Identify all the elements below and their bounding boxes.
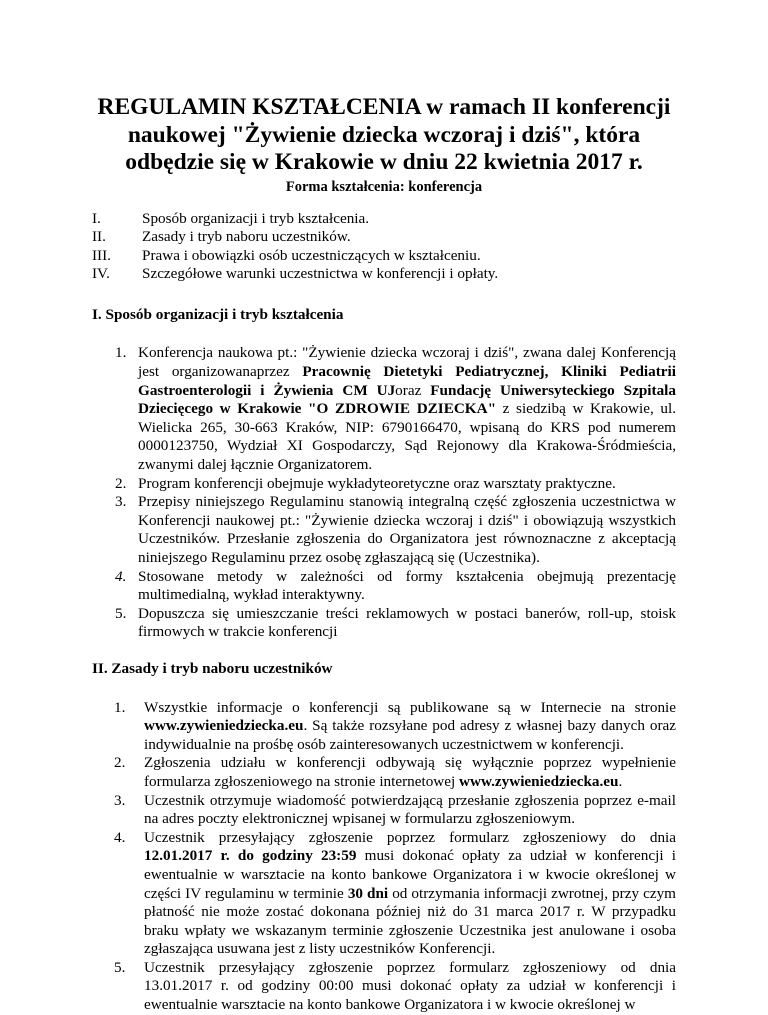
list-item: 3. Uczestnik otrzymuje wiadomość potwierdzającą przesłanie zgłoszenia poprzez e-mail na adres poczty elektronicznej wpisanej w formularzu zgłoszeniowym. (114, 791, 676, 828)
list-item: 2. Zgłoszenia udziału w konferencji odbywają się wyłącznie poprzez wypełnienie formularza zgłoszeniowego na stronie internetowej www.zywieniedziecka.eu. (114, 754, 676, 790)
list-item: 1. Konferencja naukowa pt.: "Żywienie dziecka wczoraj i dziś", zwana dalej Konferencją jest organizowanaprzez Pracownię Dietetyki Pediatrycznej, Kliniki Pediatrii Gastroenterologii i Żywienia CM UJoraz Fundację Uniwersyteckiego Szpitala Dziecięcego w Krakowie "O ZDROWIE DZIECKA" z siedzibą w Krakowie, ul. Wielicka 265, 30-663 Kraków, NIP: 6790166470, wpisaną do KRS pod numerem 0000123750, Wydział XI Gospodarczy, Sąd Rejonowy dla Krakowa-Śródmieścia, zwanymi dalej łącznie Organizatorem. (115, 344, 676, 474)
document-subtitle: Forma kształcenia: konferencja (285, 178, 483, 195)
document-title: REGULAMIN KSZTAŁCENIA w ramach II konferencji naukowej "Żywienie dziecka wczoraj i dziś", która odbędzie się w Krakowie w dniu 22 kwietnia 2017 r. (97, 94, 671, 175)
website-link: www.zywieniedziecka.eu (144, 717, 304, 735)
website-link: www.zywieniedziecka.eu (459, 772, 619, 790)
section-2-heading: II. Zasady i tryb naboru uczestników (92, 659, 333, 677)
toc-item: II. Zasady i tryb naboru uczestników. (92, 228, 351, 246)
toc-item: I. Sposób organizacji i tryb kształcenia. (92, 209, 370, 227)
table-of-contents (92, 210, 676, 284)
section-1-heading: I. Sposób organizacji i tryb kształcenia (92, 305, 344, 323)
list-item: 4. Uczestnik przesyłający zgłoszenie poprzez formularz zgłoszeniowy do dnia 12.01.2017 r. do godziny 23:59 musi dokonać opłaty za udział w konferencji i ewentualnie w warsztacie na konto bankowe Organizatora i w kwocie określonej w części IV regulaminu w terminie 30 dni od otrzymania informacji zwrotnej, przy czym płatność nie może zostać dokonana później niż do 31 marca 2017 r. W przypadku braku wpłaty we wskazanym terminie zgłoszenie Uczestnika jest anulowane i osoba zgłaszająca usuwana jest z listy uczestników Konferencji. (114, 828, 676, 958)
list-item: 3. Przepisy niniejszego Regulaminu stanowią integralną część zgłoszenia uczestnictwa w Konferencji naukowej pt.: "Żywienie dziecka wczoraj i dziś" i obowiązują wszystkich Uczestników. Przesłanie zgłoszenia do Organizatora jest równoznaczne z akceptacją niniejszego Regulaminu przez osobę zgłaszającą się (Uczestnika). (115, 493, 676, 566)
list-item: 1. Wszystkie informacje o konferencji są publikowane są w Internecie na stronie www.zywieniedziecka.eu. Są także rozsyłane pod adresy z własnej bazy danych oraz indywidualnie na prośbę osób zainteresowanych uczestnictwem w konferencji. (114, 698, 676, 753)
list-item: 5. Uczestnik przesyłający zgłoszenie poprzez formularz zgłoszeniowy od dnia 13.01.2017 r. od godziny 00:00 musi dokonać opłaty za udział w konferencji i ewentualnie warsztacie na konto bankowe Organizatora i w kwocie określonej w (114, 958, 676, 1014)
list-item: 2. Program konferencji obejmuje wykładyteoretyczne oraz warsztaty praktyczne. (115, 474, 616, 492)
toc-item: III. Prawa i obowiązki osób uczestniczących w kształceniu. (92, 246, 481, 264)
toc-item: IV. Szczegółowe warunki uczestnictwa w konferencji i opłaty. (92, 265, 499, 283)
list-item: 4. Stosowane metody w zależności od formy kształcenia obejmują prezentację multimedialną, wykład interaktywny. (115, 567, 676, 604)
section-1-list (92, 344, 676, 642)
list-item: 5. Dopuszcza się umieszczanie treści reklamowych w postaci banerów, roll-up, stoisk firmowych w trakcie konferencji (115, 604, 676, 641)
section-2-list (92, 699, 676, 1015)
